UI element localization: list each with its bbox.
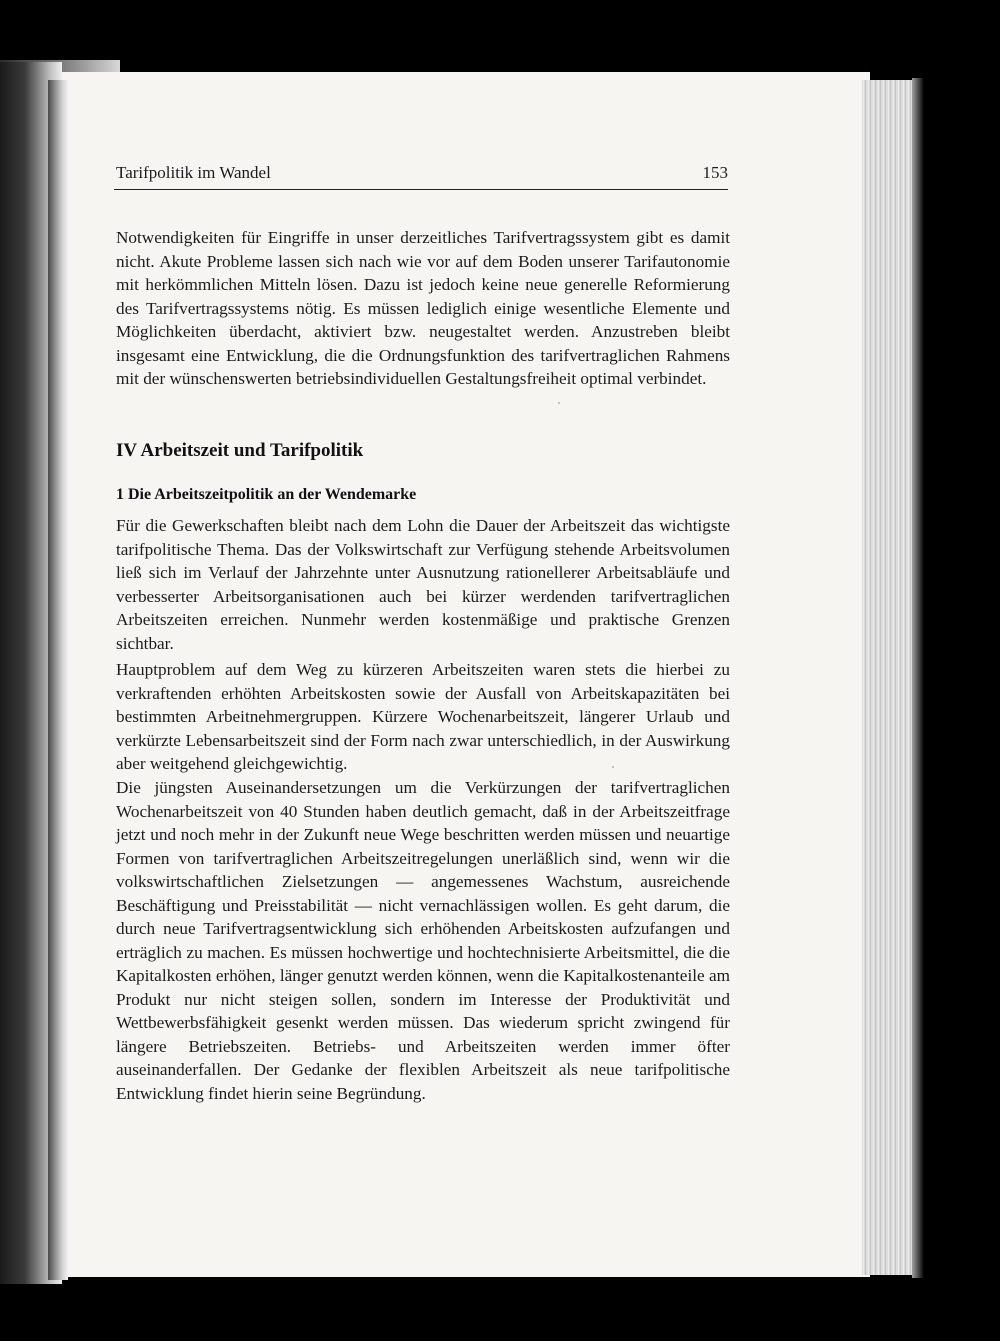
book-gutter: [48, 80, 68, 1280]
section-heading: 1 Die Arbeitszeitpolitik an der Wendemarke: [116, 486, 417, 503]
page-number: 153: [702, 163, 728, 182]
fore-edge-shadow: [912, 78, 924, 1278]
paragraph-1-text: Notwendigkeiten für Eingriffe in unser derzeitliches Tarifvertragssystem gibt es damit nicht. Akute Probleme lassen sich nach wie vor auf dem Boden unserer Tarifautonomie mit herkömmlichen Mitteln lösen. Dazu ist jedoch keine neue generelle Reformierung des Tarifvertragssystems nötig. Es müssen lediglich einige wesentliche Elemente und Möglichkeiten überdacht, aktiviert bzw. neugestaltet werden. Anzustreben bleibt insgesamt eine Entwicklung, die die Ordnungsfunktion des tarifvertraglichen Rahmens mit der wünschenswerten betriebsindividuellen Gestaltungsfreiheit optimal verbindet.: [116, 228, 730, 388]
paragraph-2: [116, 514, 730, 655]
paper-speck: [558, 402, 560, 404]
paper-speck: [612, 766, 614, 768]
paragraph-4: [116, 776, 730, 1105]
paragraph-3-text: Hauptproblem auf dem Weg zu kürzeren Arbeitszeiten waren stets die hierbei zu verkraftenden erhöhten Arbeitskosten sowie der Ausfall von Arbeitskapazitäten bei bestimmten Arbeitnehmergruppen. Kürzere Wochenarbeitszeit, längerer Urlaub und verkürzte Lebensarbeitszeit sind der Form nach zwar unterschiedlich, in der Auswirkung aber weitgehend gleichgewichtig.: [116, 660, 730, 773]
paragraph-4-text: Die jüngsten Auseinandersetzungen um die Verkürzungen der tarifvertraglichen Wochenarbeitszeit von 40 Stunden haben deutlich gemacht, daß in der Arbeitszeitfrage jetzt und noch mehr in der Zukunft neue Wege beschritten werden müssen und neuartige Formen von tarifvertraglichen Arbeitszeitregelungen unerläßlich sind, wenn wir die volkswirtschaftlichen Zielsetzungen — angemessenes Wachstum, ausreichende Beschäftigung und Preisstabilität — nicht vernachlässigen wollen. Es geht darum, die durch neue Tarifvertragsentwicklung sich erhöhenden Arbeitskosten aufzufangen und erträglich zu machen. Es müssen hochwertige und hochtechnisierte Arbeitsmittel, die die Kapitalkosten erhöhen, länger genutzt werden können, wenn die Kapitalkostenanteile am Produkt nur nicht steigen sollen, sondern im Interesse der Produktivität und Wettbewerbsfähigkeit gesenkt werden müssen. Das wiederum spricht zwingend für längere Betriebszeiten. Betriebs- und Arbeitszeiten werden immer öfter auseinanderfallen. Der Gedanke der flexiblen Arbeitszeit als neue tarifpolitische Entwicklung findet hierin seine Begründung.: [116, 778, 730, 1103]
running-header: [114, 163, 728, 190]
paragraph-2-text: Für die Gewerkschaften bleibt nach dem Lohn die Dauer der Arbeitszeit das wichtigste tarifpolitische Thema. Das der Volkswirtschaft zur Verfügung stehende Arbeitsvolumen ließ sich im Verlauf der Jahrzehnte unter Ausnutzung rationellerer Arbeitsabläufe und verbesserter Arbeitsorganisationen auch bei kürzer werdenden tarifvertraglichen Arbeitszeiten erreichen. Nunmehr werden kostenmäßige und praktische Grenzen sichtbar.: [116, 516, 730, 653]
chapter-heading: IV Arbeitszeit und Tarifpolitik: [116, 440, 364, 461]
paragraph-3: [116, 658, 730, 776]
running-title: Tarifpolitik im Wandel: [116, 163, 271, 182]
paragraph-1: [116, 226, 730, 391]
